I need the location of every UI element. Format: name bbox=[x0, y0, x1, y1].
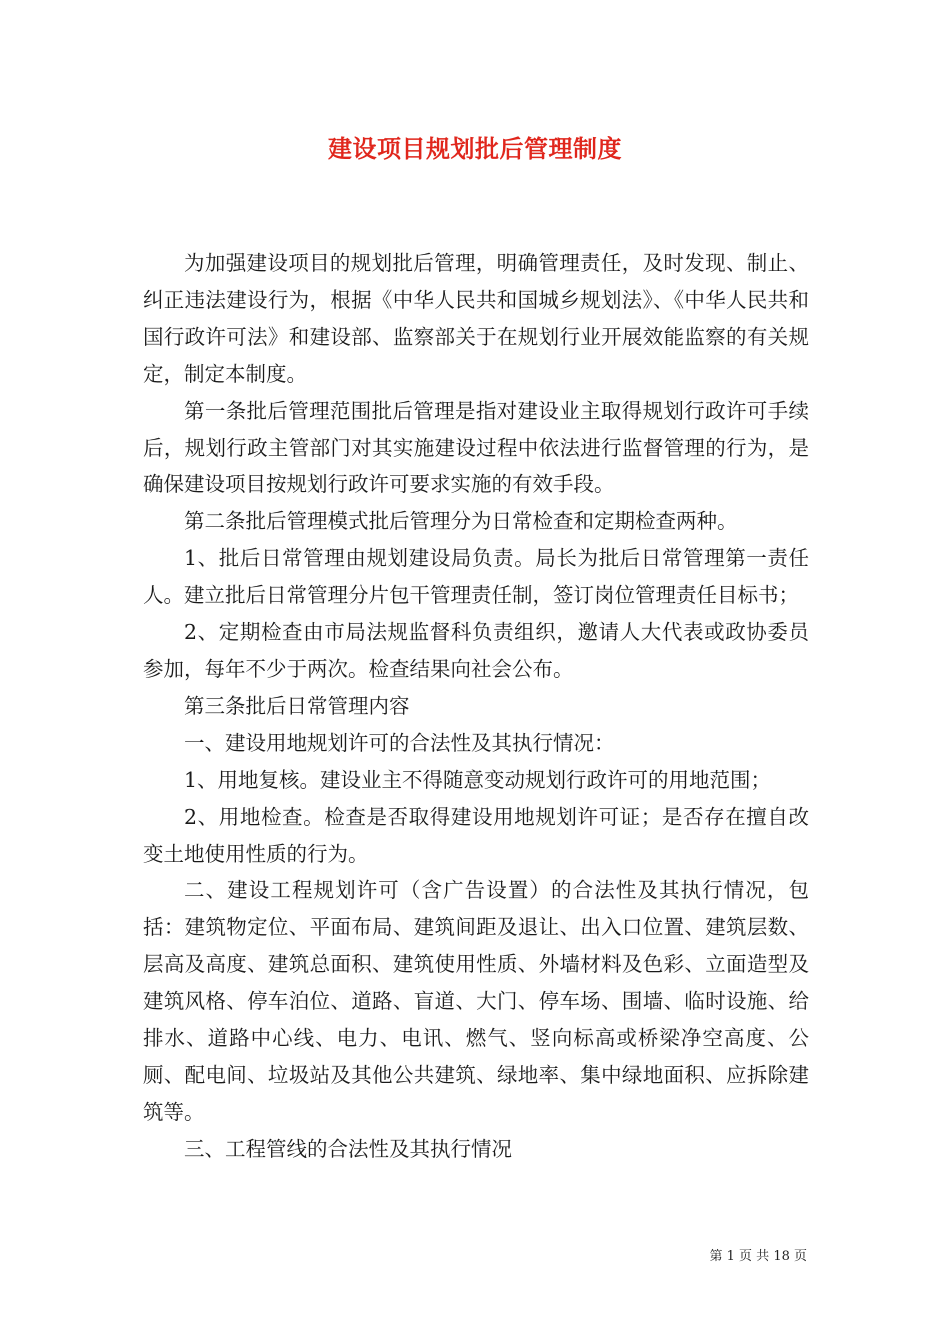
paragraph-preamble: 为加强建设项目的规划批后管理，明确管理责任，及时发现、制止、纠正违法建设行为，根据《中华人民共和国城乡规划法》、《中华人民共和国行政许可法》和建设部、监察部关于在规划行业开展效能监察的有关规定，制定本制度。 bbox=[143, 251, 809, 386]
paragraph-article-1: 第一条批后管理范围批后管理是指对建设业主取得规划行政许可手续后，规划行政主管部门对其实施建设过程中依法进行监督管理的行为，是确保建设项目按规划行政许可要求实施的有效手段。 bbox=[143, 398, 809, 497]
paragraph-section-pipelines: 三、工程管线的合法性及其执行情况 bbox=[184, 1136, 512, 1161]
paragraph-article-3: 第三条批后日常管理内容 bbox=[184, 693, 410, 718]
paragraph-article-2: 第二条批后管理模式批后管理分为日常检查和定期检查两种。 bbox=[184, 509, 738, 534]
document-body bbox=[143, 245, 809, 1168]
paragraph-item-periodic: 2、定期检查由市局法规监督科负责组织，邀请人大代表或政协委员参加，每年不少于两次。检查结果向社会公布。 bbox=[143, 620, 809, 681]
page-number-footer: 第 1 页 共 18 页 bbox=[709, 1249, 807, 1264]
paragraph-section-land: 一、建设用地规划许可的合法性及其执行情况： bbox=[184, 730, 615, 755]
paragraph-section-engineering: 二、建设工程规划许可（含广告设置）的合法性及其执行情况，包括：建筑物定位、平面布局、建筑间距及退让、出入口位置、建筑层数、层高及高度、建筑总面积、建筑使用性质、外墙材料及色彩、立面造型及建筑风格、停车泊位、道路、盲道、大门、停车场、围墙、临时设施、给排水、道路中心线、电力、电讯、燃气、竖向标高或桥梁净空高度、公厕、配电间、垃圾站及其他公共建筑、绿地率、集中绿地面积、应拆除建筑等。 bbox=[143, 878, 809, 1124]
paragraph-item-daily: 1、批后日常管理由规划建设局负责。局长为批后日常管理第一责任人。建立批后日常管理分片包干管理责任制，签订岗位管理责任目标书； bbox=[143, 546, 809, 608]
paragraph-land-check: 2、用地检查。检查是否取得建设用地规划许可证；是否存在擅自改变土地使用性质的行为。 bbox=[143, 804, 809, 866]
document-title: 建设项目规划批后管理制度 bbox=[328, 134, 622, 163]
paragraph-land-review: 1、用地复核。建设业主不得随意变动规划行政许可的用地范围； bbox=[184, 767, 772, 792]
